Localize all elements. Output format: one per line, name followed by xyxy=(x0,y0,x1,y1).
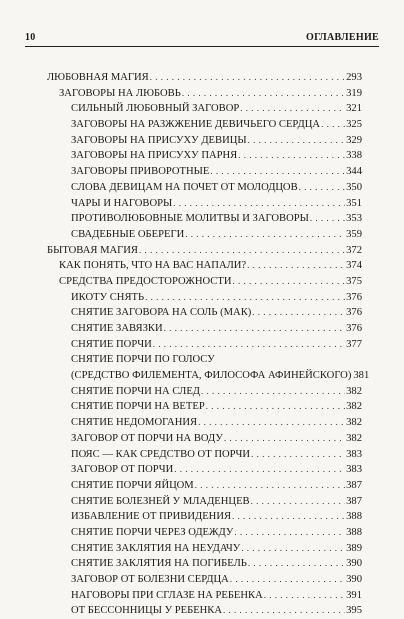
running-header xyxy=(25,32,379,43)
dot-leader xyxy=(174,462,345,478)
toc-entry-title: СНЯТИЕ ЗАКЛЯТИЯ НА ПОГИБЕЛЬ xyxy=(71,558,247,570)
toc-entry xyxy=(47,196,362,212)
toc-entry-page: 381 xyxy=(353,370,370,382)
toc-entry xyxy=(47,478,362,494)
toc-entry-page: 382 xyxy=(346,385,362,397)
toc-entry xyxy=(47,211,362,227)
toc-entry-title: СНЯТИЕ НЕДОМОГАНИЯ xyxy=(71,417,198,429)
toc-entry-page: 388 xyxy=(346,526,362,538)
dot-leader xyxy=(234,525,345,541)
toc-entry xyxy=(47,148,362,164)
toc-entry-page: 382 xyxy=(346,417,362,429)
toc-entry-title: ИКОТУ СНЯТЬ xyxy=(71,291,145,303)
toc-entry-title: СНЯТИЕ БОЛЕЗНЕЙ У МЛАДЕНЦЕВ xyxy=(71,495,250,507)
toc-entry xyxy=(47,431,362,447)
toc-entry-page: 375 xyxy=(346,275,362,287)
toc-entry-page: 383 xyxy=(346,448,362,460)
toc-entry-page: 387 xyxy=(346,495,362,507)
dot-leader xyxy=(164,321,346,337)
toc-entry-page: 391 xyxy=(346,589,362,601)
toc-entry xyxy=(47,133,362,149)
dot-leader xyxy=(251,447,345,463)
toc-entry xyxy=(47,227,362,243)
toc-entry xyxy=(47,337,362,353)
toc-entry-page: 388 xyxy=(346,511,362,523)
dot-leader xyxy=(150,70,345,86)
toc-entry-title: СЛОВА ДЕВИЦАМ НА ПОЧЕТ ОТ МОЛОДЦОВ xyxy=(71,181,298,193)
toc-entry xyxy=(47,243,362,259)
page-number: 10 xyxy=(25,32,36,43)
toc-entry-page: 319 xyxy=(346,87,362,99)
toc-entry-title: КАК ПОНЯТЬ, ЧТО НА ВАС НАПАЛИ? xyxy=(59,260,247,272)
toc-entry-title: СНЯТИЕ ЗАВЯЗКИ xyxy=(71,323,163,334)
toc-entry-title: ИЗБАВЛЕНИЕ ОТ ПРИВИДЕНИЯ xyxy=(71,511,232,523)
toc-entry xyxy=(47,509,362,525)
toc-entry-title: СНЯТИЕ ЗАГОВОРА НА СОЛЬ (МАК) xyxy=(71,307,252,319)
toc-entry-page: 377 xyxy=(346,338,362,350)
dot-leader xyxy=(198,415,345,431)
toc-entry-page: 382 xyxy=(346,401,362,413)
toc-entry-page: 376 xyxy=(346,323,362,334)
toc-entry-title: СНЯТИЕ ПОРЧИ ПО ГОЛОСУ xyxy=(71,354,215,366)
toc-entry xyxy=(47,117,362,133)
dot-leader xyxy=(223,603,345,619)
dot-leader xyxy=(182,86,345,102)
dot-leader xyxy=(251,494,346,510)
header-rule xyxy=(25,46,379,47)
toc-entry xyxy=(47,86,362,102)
toc-entry-title: НАГОВОРЫ ПРИ СГЛАЗЕ НА РЕБЕНКА xyxy=(71,589,263,601)
toc-entry-page: 293 xyxy=(346,72,362,83)
dot-leader xyxy=(210,164,345,180)
dot-leader xyxy=(145,290,345,306)
toc-entry xyxy=(47,572,362,588)
toc-entry-page: 351 xyxy=(346,197,362,209)
dot-leader xyxy=(139,243,345,259)
toc-entry-page: 395 xyxy=(346,605,362,617)
toc-entry-title: ЛЮБОВНАЯ МАГИЯ xyxy=(47,72,149,83)
toc-entry xyxy=(47,274,362,290)
toc-entry xyxy=(47,180,362,196)
dot-leader xyxy=(201,384,345,400)
dot-leader xyxy=(248,556,345,572)
toc-entry-title: СИЛЬНЫЙ ЛЮБОВНЫЙ ЗАГОВОР xyxy=(71,103,240,115)
toc-entry-page: 321 xyxy=(346,103,362,115)
toc-entry xyxy=(47,164,362,180)
dot-leader xyxy=(185,227,345,243)
toc-entry-page: 376 xyxy=(346,307,362,319)
toc-entry xyxy=(47,494,362,510)
toc-entry xyxy=(47,603,362,619)
toc-entry xyxy=(47,541,362,557)
toc-entry-title: ЧАРЫ И НАГОВОРЫ xyxy=(71,197,173,209)
dot-leader xyxy=(173,196,345,212)
toc-entry xyxy=(47,101,362,117)
toc-entry xyxy=(47,399,362,415)
dot-leader xyxy=(264,588,345,604)
dot-leader xyxy=(241,541,345,557)
toc-entry-title: ЗАГОВОРЫ НА ПРИСУХУ ДЕВИЦЫ xyxy=(71,134,247,146)
toc-entry-page: 374 xyxy=(346,260,362,272)
toc-entry-page: 383 xyxy=(346,464,362,476)
toc-entry-page: 387 xyxy=(346,479,362,491)
toc-entry xyxy=(47,588,362,604)
toc-entry-page: 329 xyxy=(346,134,362,146)
dot-leader xyxy=(195,478,345,494)
dot-leader xyxy=(238,148,345,164)
dot-leader xyxy=(230,572,345,588)
toc-entry xyxy=(47,384,362,400)
toc-entry xyxy=(47,352,362,368)
toc-entry-title: ЗАГОВОРЫ ПРИВОРОТНЫЕ xyxy=(71,166,210,178)
toc-entry xyxy=(47,305,362,321)
toc-entry xyxy=(47,321,362,337)
toc-entry-title: ЗАГОВОРЫ НА ЛЮБОВЬ xyxy=(59,87,181,99)
dot-leader xyxy=(206,399,345,415)
toc-entry-title: (СРЕДСТВО ФИЛЕМЕНТА, ФИЛОСОФА АФИНЕЙСКОГО) xyxy=(71,370,352,382)
toc-entry-page: 390 xyxy=(346,558,362,570)
toc-entry-page: 344 xyxy=(346,166,362,178)
dot-leader xyxy=(247,258,345,274)
toc-entry-title: СНЯТИЕ ПОРЧИ НА СЛЕД xyxy=(71,385,201,397)
toc-entry-title: СНЯТИЕ ЗАКЛЯТИЯ НА НЕУДАЧУ xyxy=(71,542,241,554)
toc-entry-title: СНЯТИЕ ПОРЧИ ЧЕРЕЗ ОДЕЖДУ xyxy=(71,526,234,538)
toc-entry-page: 372 xyxy=(346,244,362,256)
toc-entry-title: ЗАГОВОР ОТ БОЛЕЗНИ СЕРДЦА xyxy=(71,574,229,585)
running-title: ОГЛАВЛЕНИЕ xyxy=(306,32,379,43)
toc-entry xyxy=(47,290,362,306)
dot-leader xyxy=(310,211,345,227)
toc-entry-page: 389 xyxy=(346,542,362,554)
toc-entry-title: ЗАГОВОР ОТ ПОРЧИ НА ВОДУ xyxy=(71,432,223,444)
toc-entry xyxy=(47,462,362,478)
toc-entry-page: 338 xyxy=(346,150,362,162)
toc-entry xyxy=(47,415,362,431)
toc-entry-title: СНЯТИЕ ПОРЧИ xyxy=(71,338,152,350)
toc-entry-title: ПОЯС — КАК СРЕДСТВО ОТ ПОРЧИ xyxy=(71,448,251,460)
dot-leader xyxy=(252,305,345,321)
toc-entry-title: ОТ БЕССОННИЦЫ У РЕБЕНКА xyxy=(71,605,223,617)
toc-entry-page: 359 xyxy=(346,228,362,240)
toc-entry-title: СНЯТИЕ ПОРЧИ НА ВЕТЕР xyxy=(71,401,205,413)
dot-leader xyxy=(240,101,345,117)
dot-leader xyxy=(224,431,345,447)
toc-entry-page: 390 xyxy=(346,574,362,585)
dot-leader xyxy=(248,133,345,149)
toc-entry-title: ЗАГОВОР ОТ ПОРЧИ xyxy=(71,464,174,476)
toc-entry-title: ЗАГОВОРЫ НА РАЗЖЖЕНИЕ ДЕВИЧЬЕГО СЕРДЦА xyxy=(71,119,321,131)
dot-leader xyxy=(153,337,345,353)
toc-entry-page: 353 xyxy=(346,213,362,225)
dot-leader xyxy=(299,180,345,196)
toc-entry xyxy=(47,368,370,384)
toc-entry-title: БЫТОВАЯ МАГИЯ xyxy=(47,244,138,256)
toc-entry xyxy=(47,447,362,463)
toc-entry-title: СВАДЕБНЫЕ ОБЕРЕГИ xyxy=(71,228,185,240)
table-of-contents xyxy=(47,70,370,619)
toc-entry-page: 382 xyxy=(346,432,362,444)
toc-entry xyxy=(47,70,362,86)
toc-entry-page: 376 xyxy=(346,291,362,303)
toc-entry xyxy=(47,556,362,572)
toc-entry-title: ЗАГОВОРЫ НА ПРИСУХУ ПАРНЯ xyxy=(71,150,238,162)
dot-leader xyxy=(232,509,345,525)
toc-entry-page: 350 xyxy=(346,181,362,193)
dot-leader xyxy=(321,117,345,133)
toc-entry-title: СРЕДСТВА ПРЕДОСТОРОЖНОСТИ xyxy=(59,275,232,287)
toc-entry-title: СНЯТИЕ ПОРЧИ ЯЙЦОМ xyxy=(71,479,194,491)
toc-entry xyxy=(47,525,362,541)
dot-leader xyxy=(232,274,345,290)
toc-entry-title: ПРОТИВОЛЮБОВНЫЕ МОЛИТВЫ И ЗАГОВОРЫ xyxy=(71,213,309,225)
toc-entry-page: 325 xyxy=(346,119,362,131)
toc-entry xyxy=(47,258,362,274)
